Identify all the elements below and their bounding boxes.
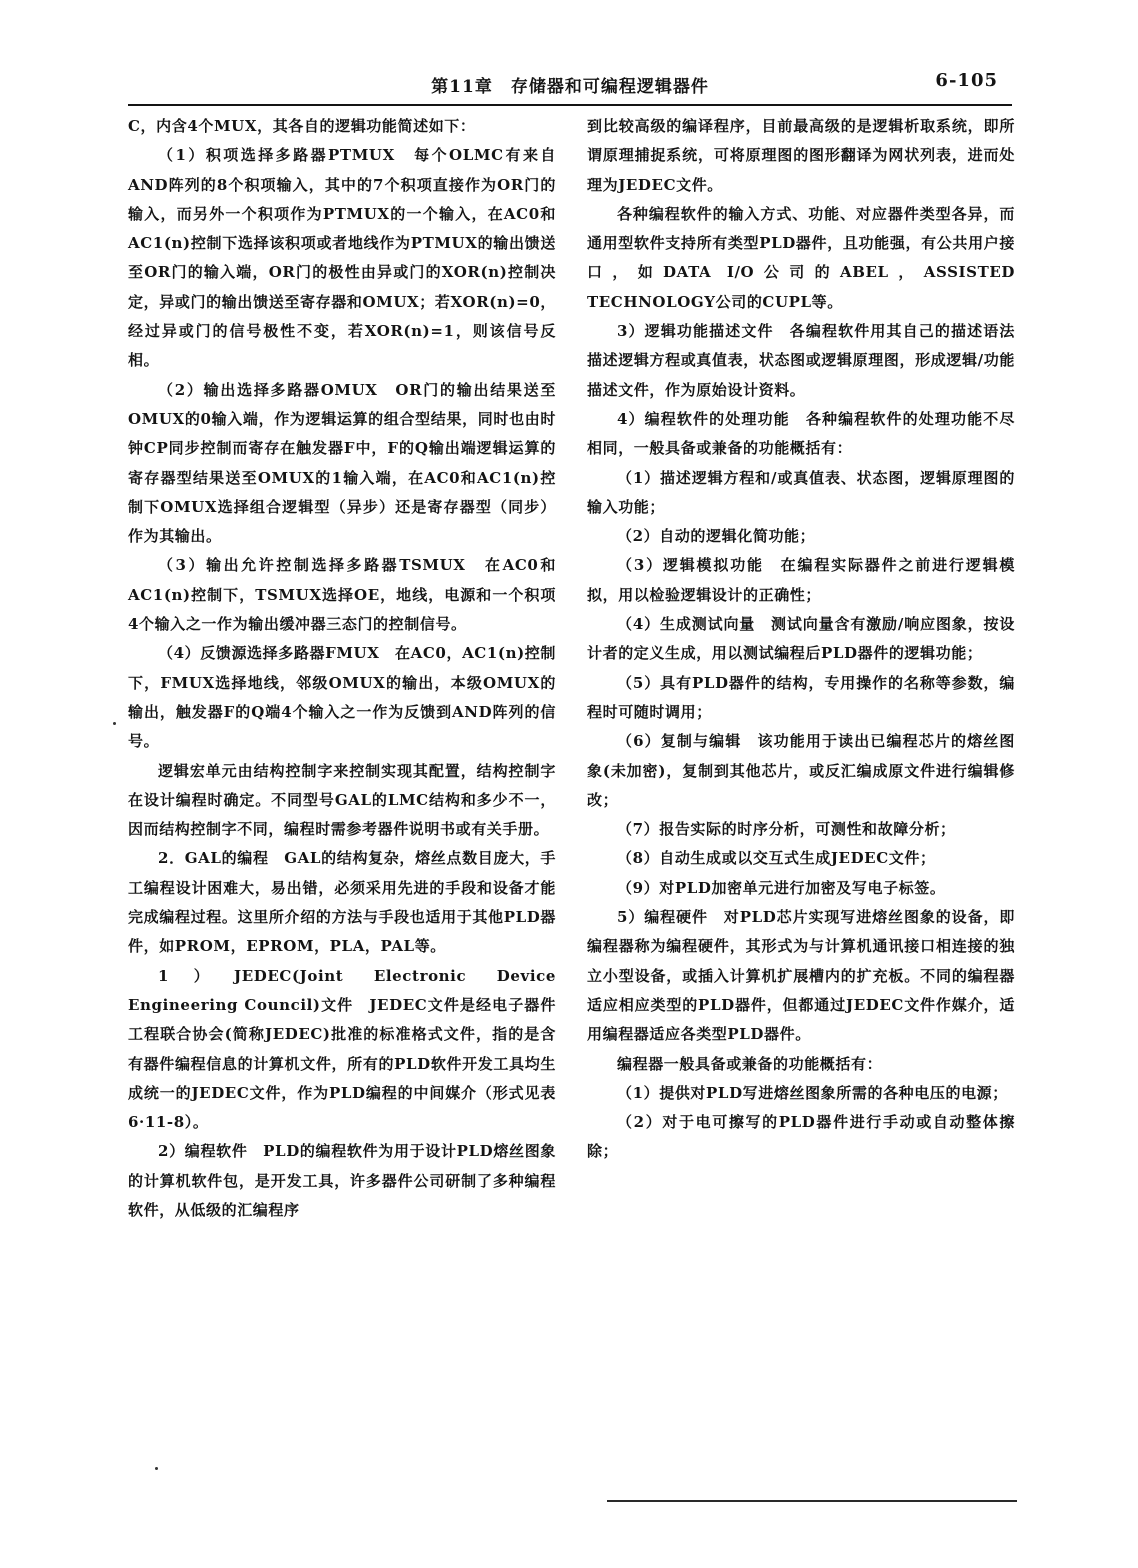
paragraph: （2）输出选择多路器OMUX OR门的输出结果送至OMUX的0输入端，作为逻辑运算的组合型结果，同时也由时钟CP同步控制而寄存在触发器F中，F的Q输出端逻辑运算的寄存器型结果送至OMUX的1输入端，在AC0和AC1(n)控制下OMUX选择组合逻辑型（异步）还是寄存器型（同步）作为其输出。 bbox=[128, 380, 556, 546]
left-column bbox=[128, 112, 556, 1225]
paragraph: （4）生成测试向量 测试向量含有激励/响应图象，按设计者的定义生成，用以测试编程后PLD器件的逻辑功能； bbox=[587, 615, 1015, 663]
paragraph: 2）编程软件 PLD的编程软件为用于设计PLD熔丝图象的计算机软件包，是开发工具，许多器件公司研制了多种编程软件，从低级的汇编程序 bbox=[128, 1142, 556, 1219]
paragraph: （2）对于电可擦写的PLD器件进行手动或自动整体擦除； bbox=[587, 1113, 1015, 1161]
scan-speck bbox=[113, 722, 116, 725]
paragraph: （1）积项选择多路器PTMUX 每个OLMC有来自AND阵列的8个积项输入，其中的7个积项直接作为OR门的输入，而另外一个积项作为PTMUX的一个输入，在AC0和AC1(n)控制下选择该积项或者地线作为PTMUX的输出馈送至OR门的输入端，OR门的极性由异或门的XOR(n)控制决定，异或门的输出馈送至寄存器和OMUX；若XOR(n)=0，经过异或门的信号极性不变，若XOR(n)=1，则该信号反相。 bbox=[128, 146, 556, 370]
paragraph: 4）编程软件的处理功能 各种编程软件的处理功能不尽相同，一般具备或兼备的功能概括有： bbox=[587, 409, 1015, 458]
paragraph: 到比较高级的编译程序，目前最高级的是逻辑析取系统，即所谓原理捕捉系统，可将原理图的图形翻译为网状列表，进而处理为JEDEC文件。 bbox=[587, 117, 1015, 194]
paragraph: 2．GAL的编程 GAL的结构复杂，熔丝点数目庞大，手工编程设计困难大，易出错，必须采用先进的手段和设备才能完成编程过程。这里所介绍的方法与手段也适用于其他PLD器件，如PROM，EPROM，PLA，PAL等。 bbox=[128, 849, 556, 956]
paragraph: 各种编程软件的输入方式、功能、对应器件类型各异，而通用型软件支持所有类型PLD器件，且功能强，有公共用户接口，如DATA I/O公司的ABEL，ASSISTED TECHNOLOGY公司的CUPL等。 bbox=[587, 204, 1015, 311]
paragraph: 编程器一般具备或兼备的功能概括有： bbox=[617, 1054, 883, 1073]
paragraph: 3）逻辑功能描述文件 各编程软件用其自己的描述语法描述逻辑方程或真值表，状态图或逻辑原理图，形成逻辑/功能描述文件，作为原始设计资料。 bbox=[587, 322, 1015, 399]
paragraph: （6）复制与编辑 该功能用于读出已编程芯片的熔丝图象(未加密)，复制到其他芯片，或反汇编成原文件进行编辑修改； bbox=[587, 732, 1015, 809]
scan-speck bbox=[155, 1467, 158, 1470]
page-number: 6-105 bbox=[935, 70, 998, 91]
paragraph: 5）编程硬件 对PLD芯片实现写进熔丝图象的设备，即编程器称为编程硬件，其形式为与计算机通讯接口相连接的独立小型设备，或插入计算机扩展槽内的扩充板。不同的编程器适应相应类型的PLD器件，但都通过JEDEC文件作媒介，适用编程器适应各类型PLD器件。 bbox=[587, 908, 1015, 1044]
footer-rule bbox=[607, 1500, 1017, 1502]
paragraph: （9）对PLD加密单元进行加密及写电子标签。 bbox=[617, 878, 946, 897]
paragraph: （2）自动的逻辑化简功能； bbox=[617, 527, 816, 546]
paragraph: （8）自动生成或以交互式生成JEDEC文件； bbox=[617, 849, 936, 868]
paragraph: （4）反馈源选择多路器FMUX 在AC0，AC1(n)控制下，FMUX选择地线，邻级OMUX的输出，本级OMUX的输出，触发器F的Q端4个输入之一作为反馈到AND阵列的信号。 bbox=[128, 644, 556, 751]
paragraph: （1）提供对PLD写进熔丝图象所需的各种电压的电源； bbox=[617, 1083, 1008, 1102]
paragraph: （3）输出允许控制选择多路器TSMUX 在AC0和AC1(n)控制下，TSMUX选择OE，地线，电源和一个积项4个输入之一作为输出缓冲器三态门的控制信号。 bbox=[128, 556, 556, 634]
chapter-title: 第11章 存储器和可编程逻辑器件 bbox=[431, 77, 709, 97]
right-column bbox=[587, 112, 1015, 1167]
paragraph: C，内含4个MUX，其各自的逻辑功能简述如下： bbox=[128, 117, 476, 135]
paragraph: （7）报告实际的时序分析，可测性和故障分析； bbox=[617, 820, 956, 839]
paragraph: （5）具有PLD器件的结构，专用操作的名称等参数，编程时可随时调用； bbox=[587, 673, 1015, 721]
paragraph: （1）描述逻辑方程和/或真值表、状态图，逻辑原理图的输入功能； bbox=[587, 468, 1015, 516]
header-rule bbox=[128, 104, 1012, 106]
paragraph: 1）JEDEC(Joint Electronic Device Engineering Council)文件 JEDEC文件是经电子器件工程联合协会(简称JEDEC)批准的标准格式文件，指的是含有器件编程信息的计算机文件，所有的PLD软件开发工具均生成统一的JEDEC文件，作为PLD编程的中间媒介（形式见表6·11-8）。 bbox=[128, 966, 556, 1132]
page-header bbox=[128, 66, 1012, 106]
paragraph: （3）逻辑模拟功能 在编程实际器件之前进行逻辑模拟，用以检验逻辑设计的正确性； bbox=[587, 556, 1015, 604]
paragraph: 逻辑宏单元由结构控制字来控制实现其配置，结构控制字在设计编程时确定。不同型号GAL的LMC结构和多少不一，因而结构控制字不同，编程时需参考器件说明书或有关手册。 bbox=[128, 761, 556, 839]
